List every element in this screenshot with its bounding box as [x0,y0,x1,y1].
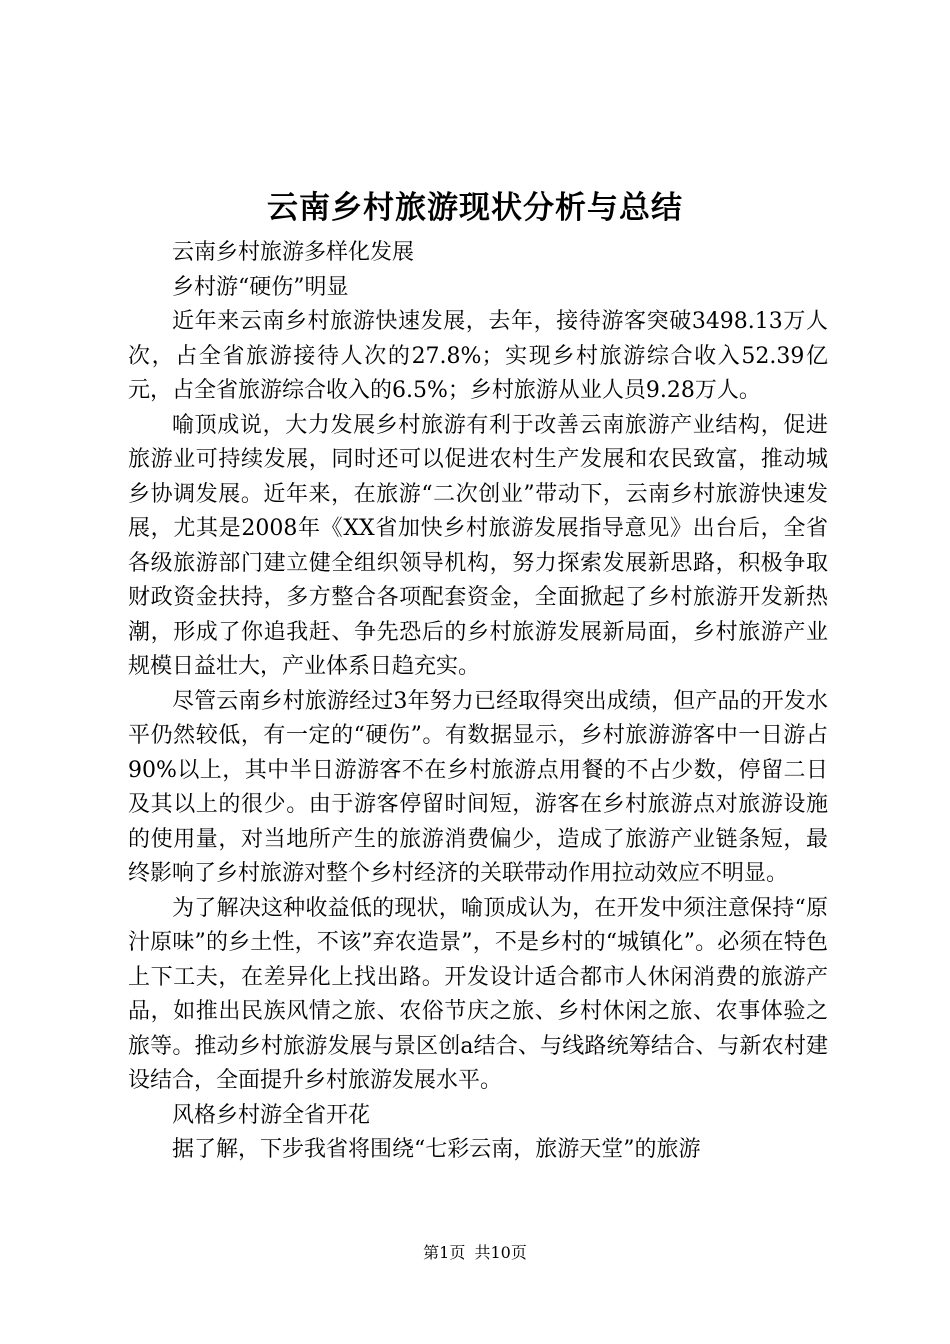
paragraph-statistics: 近年来云南乡村旅游快速发展，去年，接待游客突破3498.13万人次，占全省旅游接待人次的27.8%；实现乡村旅游综合收入52.39亿元，占全省旅游综合收入的6.5%；乡村旅游从业人员9.28万人。 [128,309,828,403]
paragraph-next-steps: 据了解，下步我省将围绕“七彩云南，旅游天堂”的旅游 [172,1137,701,1162]
subheading-diversified-development: 云南乡村旅游多样化发展 [172,240,415,265]
page-number: 第1页 [423,1243,466,1262]
subheading-weaknesses: 乡村游“硬伤”明显 [172,274,349,300]
paragraph-development-benefits: 喻顶成说，大力发展乡村旅游有利于改善云南旅游产业结构，促进旅游业可持续发展，同时还可以促进农村生产发展和农民致富，推动城乡协调发展。近年来，在旅游“二次创业”带动下，云南乡村旅游快速发展，尤其是2008年《XX省加快乡村旅游发展指导意见》出台后，全省各级旅游部门建立健全组织领导机构，努力探索发展新思路，积极争取财政资金扶持，多方整合各项配套资金，全面掀起了乡村旅游开发新热潮，形成了你追我赶、争先恐后的乡村旅游发展新局面，乡村旅游产业规模日益壮大，产业体系日趋充实。 [128,412,828,679]
paragraph-product-weakness: 尽管云南乡村旅游经过3年努力已经取得突出成绩，但产品的开发水平仍然较低，有一定的“硬伤”。有数据显示，乡村旅游游客中一日游占90%以上，其中半日游游客不在乡村旅游点用餐的不占少数，停留二日及其以上的很少。由于游客停留时间短，游客在乡村旅游点对旅游设施的使用量，对当地所产生的旅游消费偏少，造成了旅游产业链条短，最终影响了乡村旅游对整个乡村经济的关联带动作用拉动效应不明显。 [128,688,828,886]
subheading-province-wide: 风格乡村游全省开花 [172,1102,371,1128]
document-title: 云南乡村旅游现状分析与总结 [267,190,683,226]
paragraph-solutions: 为了解决这种收益低的现状，喻顶成认为，在开发中须注意保持“原汁原味”的乡土性，不该”弃农造景”，不是乡村的“城镇化”。必须在特色上下工夫，在差异化上找出路。开发设计适合都市人休闲消费的旅游产品，如推出民族风情之旅、农俗节庆之旅、乡村休闲之旅、农事体验之旅等。推动乡村旅游发展与景区创a结合、与线路统筹结合、与新农村建设结合，全面提升乡村旅游发展水平。 [128,895,828,1093]
page-footer [0,1241,950,1265]
document-body [128,236,828,1168]
page-total: 共10页 [474,1243,527,1262]
